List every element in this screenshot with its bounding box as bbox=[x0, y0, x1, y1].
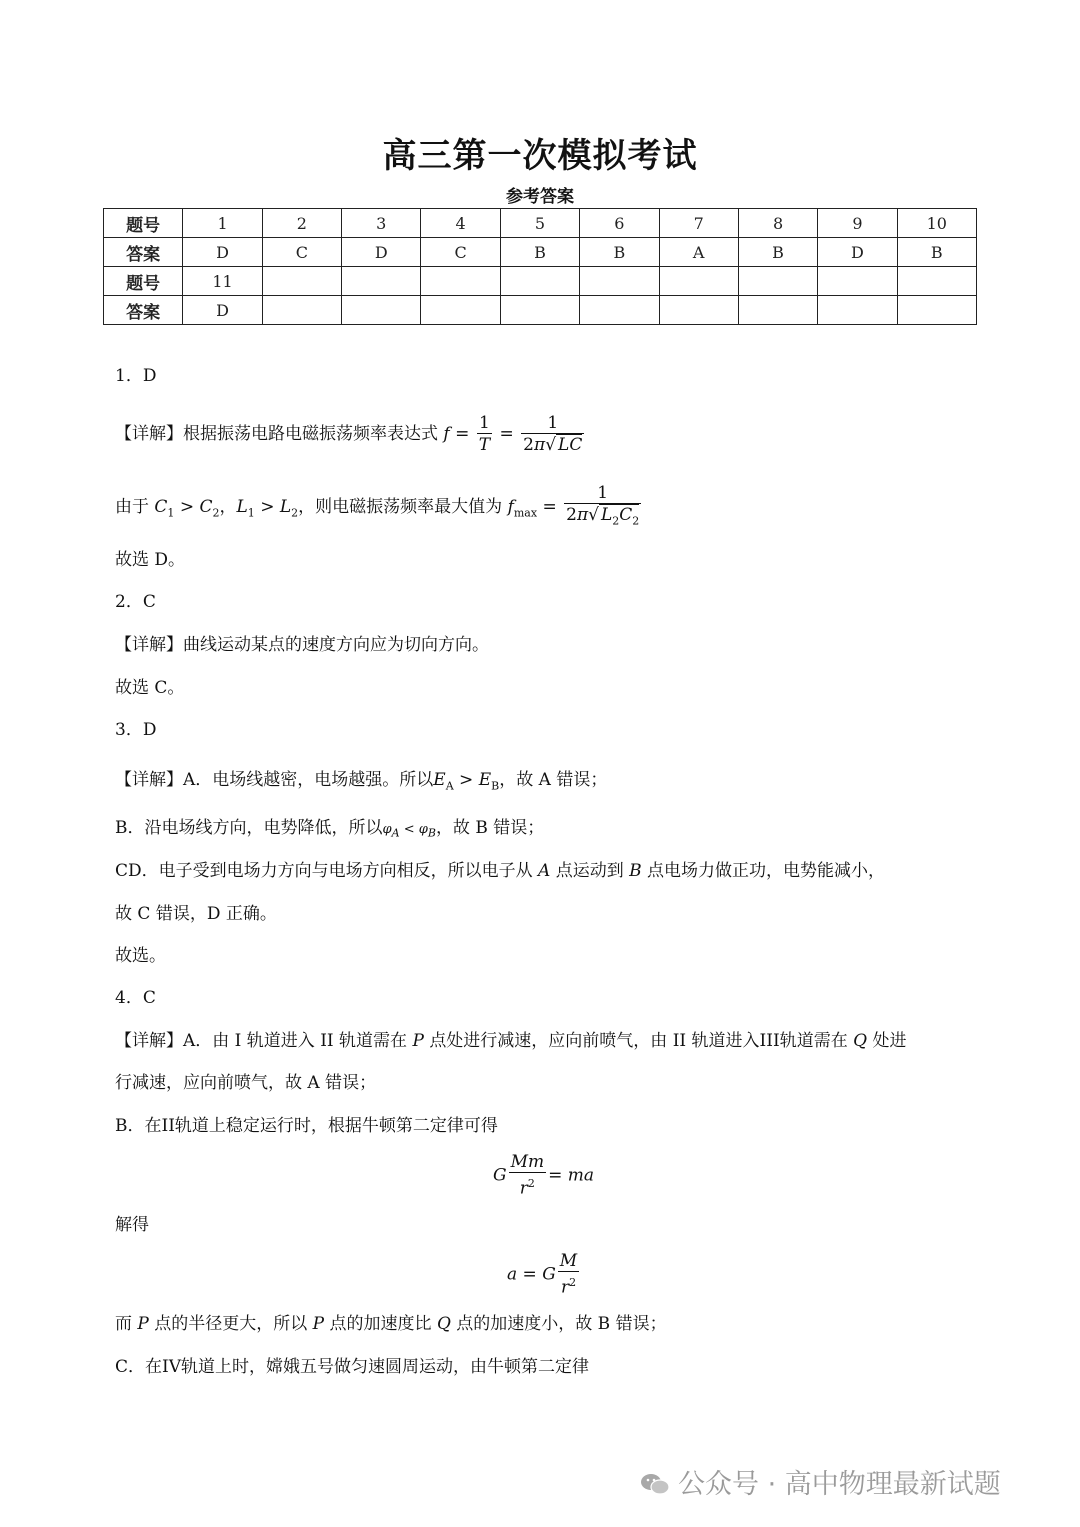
table-cell: 2 bbox=[262, 209, 341, 238]
table-cell: A bbox=[659, 238, 738, 267]
table-cell bbox=[818, 296, 897, 325]
q1-fmax-formula: $f_{max}$ = $\frac{1}{2\pi√ L_2C_2}$ bbox=[508, 497, 644, 517]
table-cell: 7 bbox=[659, 209, 738, 238]
table-cell: B bbox=[500, 238, 579, 267]
q4-p-b: 点的半径更大，所以 bbox=[154, 1314, 308, 1334]
table-cell: 3 bbox=[342, 209, 421, 238]
q3-b-suffix: ，故 B 错误； bbox=[435, 818, 545, 838]
table-row bbox=[104, 267, 977, 296]
page-subtitle: 参考答案 bbox=[506, 187, 574, 207]
table-row-label: 题号 bbox=[104, 209, 183, 238]
table-row-label: 题号 bbox=[104, 267, 183, 296]
q1-inequality: $C_1 > C_2$，$L_1 > L_2$ bbox=[154, 497, 299, 520]
table-row-label: 答案 bbox=[104, 238, 183, 267]
q4-a-1c: 处进 bbox=[872, 1031, 907, 1051]
table-cell bbox=[342, 296, 421, 325]
table-cell: B bbox=[897, 238, 976, 267]
q3-heading: 3．D bbox=[115, 720, 157, 740]
table-cell bbox=[342, 267, 421, 296]
table-cell: 5 bbox=[500, 209, 579, 238]
table-cell: 9 bbox=[818, 209, 897, 238]
q4-a-1a: 【详解】A．由 I 轨道进入 II 轨道需在 bbox=[115, 1031, 408, 1051]
q4-p-a: 而 bbox=[115, 1314, 132, 1334]
table-cell bbox=[262, 296, 341, 325]
q3-b-prefix: B．沿电场线方向，电势降低，所以 bbox=[115, 818, 383, 838]
q3-cd-a: CD．电子受到电场力方向与电场方向相反，所以电子从 bbox=[115, 861, 533, 881]
table-cell bbox=[580, 267, 659, 296]
table-cell: D bbox=[818, 238, 897, 267]
table-cell bbox=[818, 267, 897, 296]
table-cell: D bbox=[342, 238, 421, 267]
table-cell: C bbox=[262, 238, 341, 267]
q4-equation-newton: G $\frac{Mm}{r^2}$ = ma bbox=[493, 1152, 595, 1199]
table-cell bbox=[659, 296, 738, 325]
q3-option-cd: CD．电子受到电场力方向与电场方向相反，所以电子从 A 点运动到 B 点电场力做正功，电势能减小， bbox=[115, 861, 886, 881]
table-cell bbox=[738, 296, 817, 325]
q2-heading: 2．C bbox=[115, 592, 156, 612]
table-cell bbox=[500, 267, 579, 296]
table-cell: B bbox=[738, 238, 817, 267]
q3-cd-c: 点电场力做正功，电势能减小， bbox=[647, 861, 886, 881]
q4-option-a-line2: 行减速，应向前喷气，故 A 错误； bbox=[115, 1073, 377, 1093]
table-cell: D bbox=[183, 238, 262, 267]
table-cell: 1 bbox=[183, 209, 262, 238]
q3-a-formula: $E_A > E_B$ bbox=[433, 770, 500, 793]
table-cell: 6 bbox=[580, 209, 659, 238]
q4-a-1b: 点处进行减速，应向前喷气，由 II 轨道进入III轨道需在 bbox=[429, 1031, 848, 1051]
q1-detail bbox=[115, 413, 586, 456]
answer-table bbox=[103, 208, 977, 325]
q4-option-a-line1: 【详解】A．由 I 轨道进入 II 轨道需在 P 点处进行减速，应向前喷气，由 II 轨道进入III轨道需在 Q 处进 bbox=[115, 1031, 907, 1051]
table-row bbox=[104, 296, 977, 325]
table-cell: 8 bbox=[738, 209, 817, 238]
table-cell: D bbox=[183, 296, 262, 325]
q1-line2-prefix: 由于 bbox=[115, 497, 149, 518]
q2-conclusion: 故选 C。 bbox=[115, 678, 185, 698]
page-title: 高三第一次模拟考试 bbox=[382, 136, 698, 176]
q4-solve-label: 解得 bbox=[115, 1215, 149, 1235]
table-cell: 10 bbox=[897, 209, 976, 238]
table-cell bbox=[421, 267, 500, 296]
q4-equation-a: a = G $\frac{M}{r^2}$ bbox=[507, 1251, 578, 1298]
q3-b-formula: $\varphi_A < \varphi_B$ bbox=[382, 822, 436, 840]
q4-p-d: 点的加速度小，故 B 错误； bbox=[456, 1314, 667, 1334]
q4-p-line: 而 P 点的半径更大，所以 P 点的加速度比 Q 点的加速度小，故 B 错误； bbox=[115, 1314, 667, 1334]
q4-option-c: C．在IV轨道上时，嫦娥五号做匀速圆周运动，由牛顿第二定律 bbox=[115, 1357, 589, 1377]
table-cell bbox=[262, 267, 341, 296]
q1-detail-text: 【详解】根据振荡电路电磁振荡频率表达式 bbox=[115, 424, 438, 444]
wechat-icon bbox=[640, 1472, 670, 1496]
table-cell: C bbox=[421, 238, 500, 267]
q3-option-a bbox=[115, 768, 607, 798]
table-cell bbox=[897, 267, 976, 296]
q4-option-b: B．在II轨道上稳定运行时，根据牛顿第二定律可得 bbox=[115, 1116, 498, 1136]
table-cell bbox=[421, 296, 500, 325]
watermark bbox=[640, 1462, 1001, 1501]
q3-option-b bbox=[115, 816, 544, 846]
table-cell: 4 bbox=[421, 209, 500, 238]
q4-heading: 4．C bbox=[115, 988, 156, 1008]
q3-a-suffix: ，故 A 错误； bbox=[499, 770, 608, 790]
q1-line2 bbox=[115, 483, 643, 532]
watermark-text: 公众号 · 高中物理最新试题 bbox=[678, 1469, 1001, 1500]
table-cell: B bbox=[580, 238, 659, 267]
table-cell bbox=[897, 296, 976, 325]
table-cell bbox=[738, 267, 817, 296]
table-row-label: 答案 bbox=[104, 296, 183, 325]
table-cell: 11 bbox=[183, 267, 262, 296]
q2-detail: 【详解】曲线运动某点的速度方向应为切向方向。 bbox=[115, 635, 489, 655]
q1-conclusion: 故选 D。 bbox=[115, 550, 186, 570]
table-row bbox=[104, 209, 977, 238]
q1-formula-f: f = $\frac{1}{T}$ = $\frac{1}{2\pi√ LC}$ bbox=[443, 413, 583, 455]
table-row bbox=[104, 238, 977, 267]
q3-cd-b: 点运动到 bbox=[555, 861, 624, 881]
table-cell bbox=[580, 296, 659, 325]
q1-line2-mid: ，则电磁振荡频率最大值为 bbox=[298, 497, 503, 518]
q3-conclusion: 故选。 bbox=[115, 946, 166, 966]
table-cell bbox=[659, 267, 738, 296]
q1-heading: 1．D bbox=[115, 366, 157, 386]
q3-cd-line2: 故 C 错误，D 正确。 bbox=[115, 904, 277, 924]
q3-a-prefix: 【详解】A．电场线越密，电场越强。所以 bbox=[115, 770, 434, 790]
q4-p-c: 点的加速度比 bbox=[329, 1314, 432, 1334]
table-cell bbox=[500, 296, 579, 325]
